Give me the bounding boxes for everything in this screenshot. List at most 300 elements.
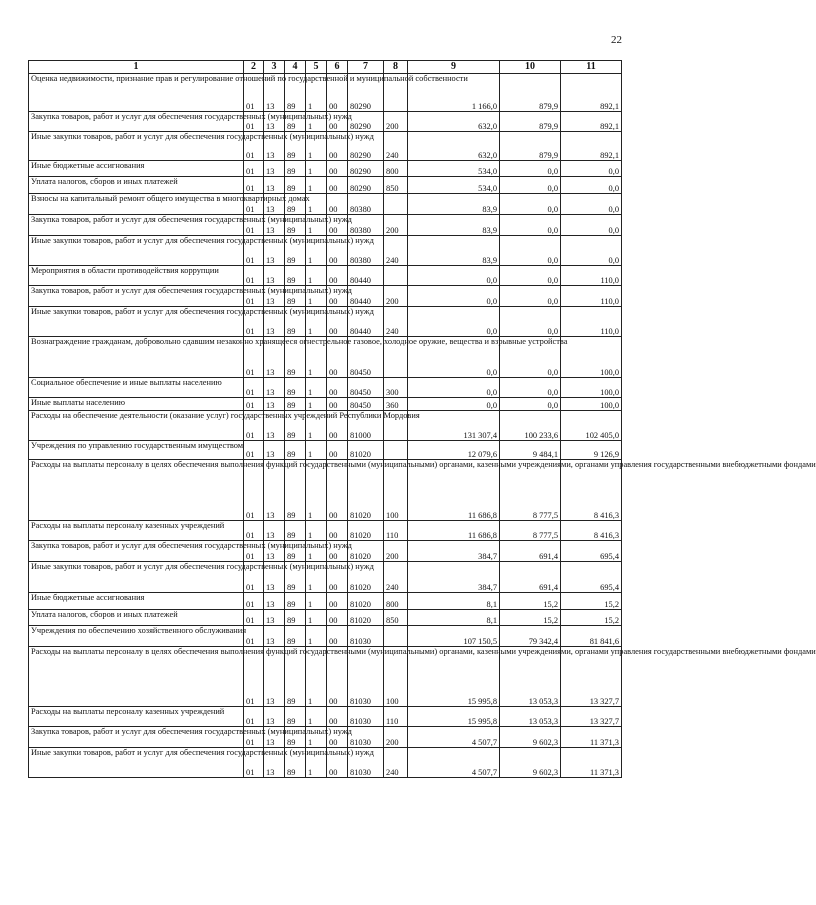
table-row	[29, 647, 622, 707]
column-header-8: 8	[384, 61, 408, 74]
cell-code-7: 80290	[348, 112, 384, 132]
cell-code-5: 1	[306, 647, 327, 707]
cell-amount-9: 632,0	[408, 132, 500, 161]
cell-code-5: 1	[306, 707, 327, 727]
cell-amount-11: 13 327,7	[561, 647, 622, 707]
cell-code-7: 81030	[348, 707, 384, 727]
cell-amount-11: 100,0	[561, 337, 622, 378]
cell-code-6: 00	[327, 411, 348, 441]
cell-code-6: 00	[327, 647, 348, 707]
column-header-11: 11	[561, 61, 622, 74]
cell-amount-9: 0,0	[408, 398, 500, 411]
cell-code-4: 89	[285, 707, 306, 727]
cell-code-6: 00	[327, 236, 348, 266]
cell-code-4: 89	[285, 626, 306, 647]
cell-code-7: 81020	[348, 460, 384, 521]
cell-code-6: 00	[327, 161, 348, 177]
column-header-10: 10	[500, 61, 561, 74]
cell-row-label: Закупка товаров, работ и услуг для обеспечения государственных (муниципальных) нужд	[29, 112, 244, 132]
cell-code-6: 00	[327, 593, 348, 610]
cell-code-6: 00	[327, 727, 348, 748]
cell-row-label: Взносы на капитальный ремонт общего имущества в многоквартирных домах	[29, 194, 244, 215]
cell-amount-11: 0,0	[561, 161, 622, 177]
cell-code-2: 01	[244, 593, 264, 610]
cell-amount-9: 83,9	[408, 194, 500, 215]
cell-code-4: 89	[285, 161, 306, 177]
table-row	[29, 610, 622, 626]
cell-amount-11: 13 327,7	[561, 707, 622, 727]
cell-code-2: 01	[244, 441, 264, 460]
table-row	[29, 378, 622, 398]
table-row	[29, 266, 622, 286]
table-row	[29, 215, 622, 236]
cell-code-2: 01	[244, 286, 264, 307]
cell-amount-9: 107 150,5	[408, 626, 500, 647]
cell-row-label: Иные закупки товаров, работ и услуг для обеспечения государственных (муниципальных) нужд	[29, 748, 244, 778]
cell-code-8: 800	[384, 593, 408, 610]
cell-amount-11: 9 126,9	[561, 441, 622, 460]
cell-amount-10: 691,4	[500, 541, 561, 562]
table-row	[29, 562, 622, 593]
cell-code-5: 1	[306, 441, 327, 460]
cell-row-label: Расходы на выплаты персоналу в целях обеспечения выполнения функций государственными (муниципальными) органами, казенными учреждениями, органами управления государственными внебюджетными фондами	[29, 460, 244, 521]
table-row	[29, 460, 622, 521]
cell-code-2: 01	[244, 337, 264, 378]
cell-amount-11: 110,0	[561, 286, 622, 307]
cell-amount-9: 0,0	[408, 266, 500, 286]
table-row	[29, 707, 622, 727]
cell-amount-10: 0,0	[500, 161, 561, 177]
cell-code-5: 1	[306, 112, 327, 132]
cell-code-4: 89	[285, 286, 306, 307]
cell-code-8: 200	[384, 215, 408, 236]
cell-amount-11: 695,4	[561, 562, 622, 593]
cell-amount-11: 8 416,3	[561, 521, 622, 541]
cell-code-8	[384, 441, 408, 460]
cell-amount-10: 0,0	[500, 307, 561, 337]
cell-code-3: 13	[264, 215, 285, 236]
cell-code-2: 01	[244, 307, 264, 337]
cell-code-4: 89	[285, 74, 306, 112]
cell-code-2: 01	[244, 161, 264, 177]
cell-code-5: 1	[306, 411, 327, 441]
cell-amount-10: 0,0	[500, 378, 561, 398]
cell-code-6: 00	[327, 378, 348, 398]
table-row	[29, 541, 622, 562]
cell-amount-10: 79 342,4	[500, 626, 561, 647]
cell-code-3: 13	[264, 266, 285, 286]
cell-code-2: 01	[244, 707, 264, 727]
cell-code-7: 81030	[348, 748, 384, 778]
cell-amount-11: 100,0	[561, 398, 622, 411]
cell-amount-9: 12 079,6	[408, 441, 500, 460]
table-row	[29, 748, 622, 778]
cell-code-3: 13	[264, 337, 285, 378]
cell-code-5: 1	[306, 236, 327, 266]
cell-code-7: 80290	[348, 74, 384, 112]
cell-row-label: Иные закупки товаров, работ и услуг для обеспечения государственных (муниципальных) нужд	[29, 236, 244, 266]
cell-row-label: Иные закупки товаров, работ и услуг для обеспечения государственных (муниципальных) нужд	[29, 132, 244, 161]
cell-code-8: 110	[384, 707, 408, 727]
cell-code-5: 1	[306, 562, 327, 593]
cell-code-6: 00	[327, 521, 348, 541]
cell-row-label: Расходы на выплаты персоналу в целях обеспечения выполнения функций государственными (муниципальными) органами, казенными учреждениями, органами управления государственными внебюджетными фондами	[29, 647, 244, 707]
cell-amount-11: 15,2	[561, 593, 622, 610]
cell-amount-9: 0,0	[408, 307, 500, 337]
cell-code-5: 1	[306, 266, 327, 286]
cell-code-8: 240	[384, 236, 408, 266]
cell-amount-9: 131 307,4	[408, 411, 500, 441]
table-row	[29, 236, 622, 266]
cell-code-3: 13	[264, 593, 285, 610]
cell-code-8: 110	[384, 521, 408, 541]
cell-row-label: Расходы на выплаты персоналу казенных учреждений	[29, 521, 244, 541]
cell-amount-10: 0,0	[500, 398, 561, 411]
table-row	[29, 727, 622, 748]
cell-amount-10: 879,9	[500, 74, 561, 112]
cell-code-8: 200	[384, 286, 408, 307]
cell-code-4: 89	[285, 215, 306, 236]
cell-code-7: 81020	[348, 610, 384, 626]
cell-code-8: 240	[384, 132, 408, 161]
cell-amount-11: 0,0	[561, 215, 622, 236]
cell-code-6: 00	[327, 132, 348, 161]
cell-amount-11: 892,1	[561, 112, 622, 132]
cell-code-5: 1	[306, 286, 327, 307]
table-row	[29, 177, 622, 194]
cell-code-5: 1	[306, 610, 327, 626]
cell-code-3: 13	[264, 748, 285, 778]
cell-row-label: Иные выплаты населению	[29, 398, 244, 411]
table-row	[29, 132, 622, 161]
cell-row-label: Расходы на выплаты персоналу казенных учреждений	[29, 707, 244, 727]
cell-amount-10: 0,0	[500, 236, 561, 266]
cell-code-7: 80380	[348, 236, 384, 266]
cell-code-6: 00	[327, 707, 348, 727]
cell-code-2: 01	[244, 647, 264, 707]
column-header-3: 3	[264, 61, 285, 74]
cell-code-2: 01	[244, 74, 264, 112]
cell-code-6: 00	[327, 460, 348, 521]
cell-amount-10: 0,0	[500, 286, 561, 307]
column-header-2: 2	[244, 61, 264, 74]
cell-row-label: Уплата налогов, сборов и иных платежей	[29, 610, 244, 626]
cell-code-4: 89	[285, 411, 306, 441]
cell-code-8: 800	[384, 161, 408, 177]
cell-amount-10: 100 233,6	[500, 411, 561, 441]
cell-row-label: Вознаграждение гражданам, добровольно сдавшим незаконно хранящееся огнестрельное газовое, холодное оружие, вещества и взрывные устройства	[29, 337, 244, 378]
cell-amount-9: 15 995,8	[408, 647, 500, 707]
cell-code-8: 360	[384, 398, 408, 411]
cell-row-label: Закупка товаров, работ и услуг для обеспечения государственных (муниципальных) нужд	[29, 215, 244, 236]
cell-row-label: Иные закупки товаров, работ и услуг для обеспечения государственных (муниципальных) нужд	[29, 562, 244, 593]
table-row	[29, 441, 622, 460]
cell-code-5: 1	[306, 215, 327, 236]
cell-code-6: 00	[327, 215, 348, 236]
cell-code-8: 240	[384, 748, 408, 778]
cell-amount-9: 384,7	[408, 562, 500, 593]
cell-code-3: 13	[264, 112, 285, 132]
cell-code-6: 00	[327, 74, 348, 112]
cell-code-3: 13	[264, 610, 285, 626]
cell-amount-11: 110,0	[561, 266, 622, 286]
cell-code-2: 01	[244, 562, 264, 593]
table-row	[29, 398, 622, 411]
table-row	[29, 161, 622, 177]
cell-code-2: 01	[244, 521, 264, 541]
cell-code-7: 81030	[348, 626, 384, 647]
cell-amount-10: 879,9	[500, 132, 561, 161]
cell-amount-9: 0,0	[408, 378, 500, 398]
cell-row-label: Иные бюджетные ассигнования	[29, 593, 244, 610]
cell-amount-11: 8 416,3	[561, 460, 622, 521]
cell-amount-9: 384,7	[408, 541, 500, 562]
cell-code-4: 89	[285, 307, 306, 337]
cell-code-4: 89	[285, 610, 306, 626]
cell-code-8: 240	[384, 307, 408, 337]
cell-code-2: 01	[244, 177, 264, 194]
cell-amount-10: 9 484,1	[500, 441, 561, 460]
cell-amount-9: 83,9	[408, 236, 500, 266]
cell-amount-10: 9 602,3	[500, 748, 561, 778]
cell-code-2: 01	[244, 398, 264, 411]
cell-code-7: 81030	[348, 647, 384, 707]
cell-code-8: 100	[384, 647, 408, 707]
column-header-6: 6	[327, 61, 348, 74]
cell-code-5: 1	[306, 194, 327, 215]
cell-amount-9: 83,9	[408, 215, 500, 236]
cell-code-3: 13	[264, 161, 285, 177]
cell-amount-10: 879,9	[500, 112, 561, 132]
cell-amount-10: 8 777,5	[500, 460, 561, 521]
cell-code-6: 00	[327, 266, 348, 286]
cell-code-5: 1	[306, 307, 327, 337]
cell-amount-9: 632,0	[408, 112, 500, 132]
cell-code-7: 80440	[348, 307, 384, 337]
cell-code-3: 13	[264, 307, 285, 337]
column-header-4: 4	[285, 61, 306, 74]
cell-code-4: 89	[285, 378, 306, 398]
cell-amount-11: 0,0	[561, 177, 622, 194]
cell-code-3: 13	[264, 236, 285, 266]
column-header-9: 9	[408, 61, 500, 74]
cell-code-5: 1	[306, 161, 327, 177]
cell-amount-9: 8,1	[408, 593, 500, 610]
cell-code-5: 1	[306, 521, 327, 541]
cell-row-label: Учреждения по обеспечению хозяйственного обслуживания	[29, 626, 244, 647]
cell-amount-9: 0,0	[408, 286, 500, 307]
cell-code-2: 01	[244, 236, 264, 266]
cell-code-3: 13	[264, 398, 285, 411]
cell-row-label: Оценка недвижимости, признание прав и регулирование отношений по государственной и муниципальной собственности	[29, 74, 244, 112]
cell-amount-11: 11 371,3	[561, 727, 622, 748]
cell-code-6: 00	[327, 541, 348, 562]
cell-amount-10: 0,0	[500, 215, 561, 236]
cell-code-4: 89	[285, 521, 306, 541]
cell-row-label: Закупка товаров, работ и услуг для обеспечения государственных (муниципальных) нужд	[29, 541, 244, 562]
cell-amount-9: 15 995,8	[408, 707, 500, 727]
cell-code-2: 01	[244, 266, 264, 286]
cell-code-4: 89	[285, 236, 306, 266]
cell-code-3: 13	[264, 626, 285, 647]
cell-code-7: 80380	[348, 194, 384, 215]
cell-code-3: 13	[264, 727, 285, 748]
cell-amount-10: 13 053,3	[500, 707, 561, 727]
cell-code-2: 01	[244, 411, 264, 441]
table-row	[29, 593, 622, 610]
cell-amount-11: 15,2	[561, 610, 622, 626]
cell-code-4: 89	[285, 132, 306, 161]
cell-amount-11: 110,0	[561, 307, 622, 337]
cell-code-8: 240	[384, 562, 408, 593]
cell-amount-9: 8,1	[408, 610, 500, 626]
column-header-7: 7	[348, 61, 384, 74]
cell-code-2: 01	[244, 727, 264, 748]
cell-code-3: 13	[264, 286, 285, 307]
cell-code-6: 00	[327, 398, 348, 411]
cell-code-3: 13	[264, 521, 285, 541]
cell-amount-10: 15,2	[500, 610, 561, 626]
cell-row-label: Иные бюджетные ассигнования	[29, 161, 244, 177]
cell-code-7: 81030	[348, 727, 384, 748]
cell-code-5: 1	[306, 727, 327, 748]
cell-code-2: 01	[244, 541, 264, 562]
cell-code-7: 81020	[348, 541, 384, 562]
column-header-5: 5	[306, 61, 327, 74]
cell-amount-10: 691,4	[500, 562, 561, 593]
cell-code-5: 1	[306, 748, 327, 778]
cell-amount-9: 534,0	[408, 161, 500, 177]
cell-code-4: 89	[285, 441, 306, 460]
cell-code-8: 850	[384, 610, 408, 626]
cell-code-3: 13	[264, 378, 285, 398]
cell-row-label: Учреждения по управлению государственным имуществом	[29, 441, 244, 460]
cell-code-6: 00	[327, 748, 348, 778]
budget-table	[28, 60, 816, 778]
cell-code-4: 89	[285, 266, 306, 286]
cell-code-4: 89	[285, 177, 306, 194]
cell-code-8: 200	[384, 541, 408, 562]
cell-amount-11: 892,1	[561, 74, 622, 112]
cell-code-7: 81000	[348, 411, 384, 441]
cell-amount-10: 13 053,3	[500, 647, 561, 707]
cell-code-6: 00	[327, 441, 348, 460]
cell-code-7: 80450	[348, 337, 384, 378]
cell-amount-11: 892,1	[561, 132, 622, 161]
cell-code-7: 80290	[348, 132, 384, 161]
cell-amount-11: 0,0	[561, 194, 622, 215]
cell-code-7: 81020	[348, 593, 384, 610]
cell-code-6: 00	[327, 610, 348, 626]
cell-code-2: 01	[244, 610, 264, 626]
table-row	[29, 411, 622, 441]
cell-code-3: 13	[264, 441, 285, 460]
cell-amount-9: 11 686,8	[408, 521, 500, 541]
cell-code-8: 200	[384, 727, 408, 748]
cell-code-6: 00	[327, 337, 348, 378]
cell-code-6: 00	[327, 307, 348, 337]
cell-code-5: 1	[306, 74, 327, 112]
table-row	[29, 626, 622, 647]
cell-code-6: 00	[327, 286, 348, 307]
cell-code-5: 1	[306, 337, 327, 378]
cell-code-7: 80450	[348, 378, 384, 398]
cell-code-4: 89	[285, 647, 306, 707]
cell-code-3: 13	[264, 194, 285, 215]
cell-code-4: 89	[285, 593, 306, 610]
cell-code-4: 89	[285, 562, 306, 593]
cell-row-label: Иные закупки товаров, работ и услуг для обеспечения государственных (муниципальных) нужд	[29, 307, 244, 337]
cell-amount-10: 9 602,3	[500, 727, 561, 748]
cell-code-2: 01	[244, 215, 264, 236]
cell-row-label: Закупка товаров, работ и услуг для обеспечения государственных (муниципальных) нужд	[29, 286, 244, 307]
cell-code-6: 00	[327, 562, 348, 593]
header-row	[29, 61, 622, 74]
cell-code-5: 1	[306, 398, 327, 411]
cell-code-7: 81020	[348, 521, 384, 541]
cell-code-3: 13	[264, 707, 285, 727]
cell-amount-9: 0,0	[408, 337, 500, 378]
cell-code-5: 1	[306, 177, 327, 194]
cell-row-label: Социальное обеспечение и иные выплаты населению	[29, 378, 244, 398]
cell-code-8: 100	[384, 460, 408, 521]
cell-row-label: Уплата налогов, сборов и иных платежей	[29, 177, 244, 194]
cell-code-5: 1	[306, 460, 327, 521]
cell-code-4: 89	[285, 460, 306, 521]
cell-code-2: 01	[244, 748, 264, 778]
cell-code-7: 80380	[348, 215, 384, 236]
cell-code-4: 89	[285, 727, 306, 748]
cell-code-2: 01	[244, 112, 264, 132]
cell-code-7: 81020	[348, 441, 384, 460]
cell-code-4: 89	[285, 398, 306, 411]
cell-amount-9: 4 507,7	[408, 748, 500, 778]
cell-code-4: 89	[285, 337, 306, 378]
cell-code-6: 00	[327, 194, 348, 215]
table-row	[29, 286, 622, 307]
cell-code-5: 1	[306, 378, 327, 398]
cell-row-label: Расходы на обеспечение деятельности (оказание услуг) государственных учреждений Республики Мордовия	[29, 411, 244, 441]
cell-code-3: 13	[264, 411, 285, 441]
cell-code-5: 1	[306, 626, 327, 647]
cell-code-7: 80440	[348, 266, 384, 286]
cell-row-label: Закупка товаров, работ и услуг для обеспечения государственных (муниципальных) нужд	[29, 727, 244, 748]
cell-amount-10: 0,0	[500, 266, 561, 286]
table-body	[29, 74, 816, 778]
table-row	[29, 194, 622, 215]
cell-code-2: 01	[244, 460, 264, 521]
cell-amount-10: 15,2	[500, 593, 561, 610]
cell-code-4: 89	[285, 194, 306, 215]
cell-amount-11: 695,4	[561, 541, 622, 562]
cell-amount-10: 8 777,5	[500, 521, 561, 541]
cell-code-3: 13	[264, 132, 285, 161]
cell-code-8: 200	[384, 112, 408, 132]
cell-code-4: 89	[285, 112, 306, 132]
cell-code-3: 13	[264, 647, 285, 707]
cell-code-6: 00	[327, 626, 348, 647]
cell-code-8: 300	[384, 378, 408, 398]
cell-code-7: 80440	[348, 286, 384, 307]
cell-code-5: 1	[306, 593, 327, 610]
cell-code-3: 13	[264, 562, 285, 593]
cell-amount-11: 102 405,0	[561, 411, 622, 441]
cell-code-7: 80290	[348, 177, 384, 194]
cell-amount-11: 100,0	[561, 378, 622, 398]
cell-code-8	[384, 626, 408, 647]
cell-code-7: 81020	[348, 562, 384, 593]
cell-amount-9: 4 507,7	[408, 727, 500, 748]
